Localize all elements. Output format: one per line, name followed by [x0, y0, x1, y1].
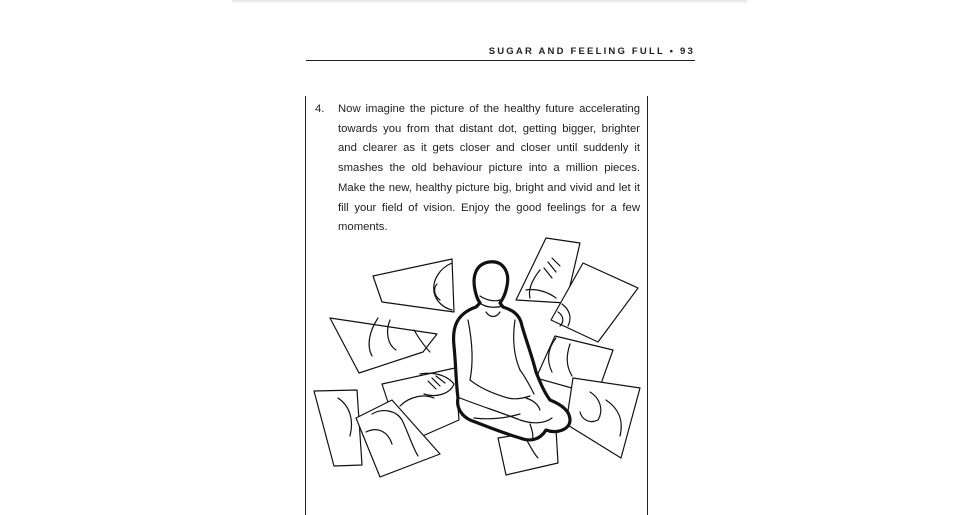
- shard-top-left: [373, 259, 454, 312]
- shard-right-lower: [566, 378, 640, 458]
- right-margin-rule: [647, 96, 648, 515]
- meditation-illustration: [306, 232, 646, 482]
- page-top-edge: [232, 0, 747, 3]
- shard-left: [330, 318, 437, 373]
- step-text: Now imagine the picture of the healthy future accelerating towards you from that distant dot, getting bigger, brighter and clearer as it gets closer and closer until suddenly it smashes the old behaviour picture into a million pieces. Make the new, healthy picture big, bright and vivid and let it fill your field of vision. Enjoy the good feelings for a few moments.: [338, 103, 640, 234]
- running-head: SUGAR AND FEELING FULL • 93: [488, 46, 695, 57]
- shard-bottom-left: [314, 390, 362, 466]
- step-number: 4.: [315, 103, 325, 115]
- header-rule: [306, 60, 695, 61]
